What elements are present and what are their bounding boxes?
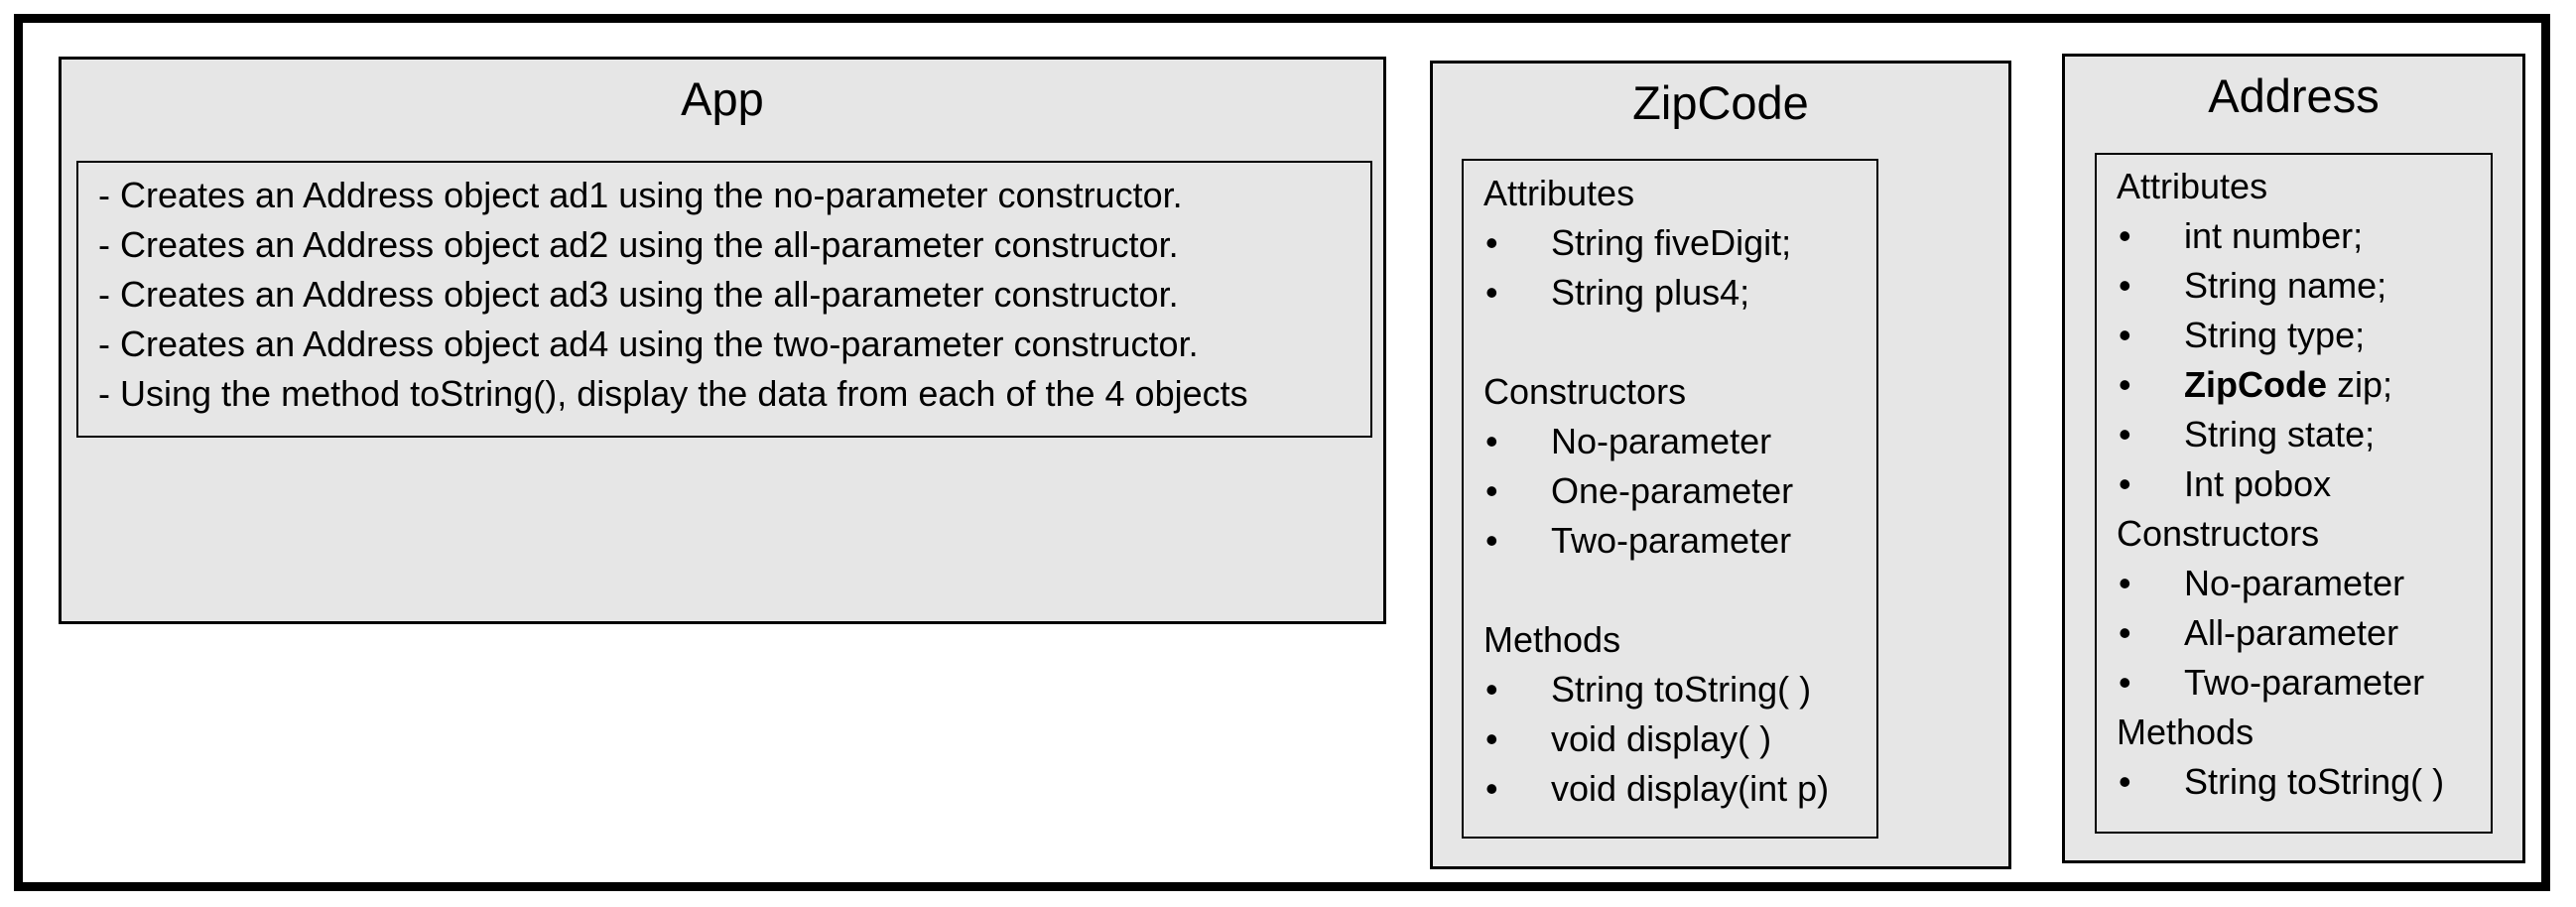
zipcode-constructor-text: No-parameter: [1551, 421, 1772, 461]
address-constructor-text: All-parameter: [2184, 612, 2399, 653]
zipcode-title: ZipCode: [1632, 76, 1809, 129]
bullet-icon: •: [1485, 421, 1498, 461]
address-constructor-text: No-parameter: [2184, 563, 2405, 603]
zip-attr-rest: zip;: [2326, 364, 2393, 405]
zipcode-constructor: [1483, 417, 1876, 466]
app-line: - Creates an Address object ad1 using the no-parameter constructor.: [98, 175, 1183, 215]
bullet-icon: •: [2119, 265, 2131, 306]
bullet-icon: •: [2119, 563, 2131, 603]
zipcode-methods-heading: Methods: [1483, 619, 1621, 660]
address-attribute: [2117, 311, 2491, 360]
bullet-icon: •: [1485, 768, 1498, 809]
address-constructor-text: Two-parameter: [2184, 662, 2425, 703]
address-class-box: [2062, 54, 2525, 863]
zipcode-method-text: void display(int p): [1551, 768, 1830, 809]
spacer: [1483, 318, 1876, 367]
zipcode-attribute-text: String plus4;: [1551, 272, 1750, 313]
zipcode-constructor: [1483, 466, 1876, 516]
app-title: App: [681, 72, 764, 125]
zipcode-constructors-heading: Constructors: [1483, 371, 1687, 412]
address-members-box: [2095, 153, 2493, 834]
address-constructor: [2117, 559, 2491, 608]
bullet-icon: •: [1485, 222, 1498, 263]
address-attribute: [2117, 410, 2491, 459]
bullet-icon: •: [2119, 315, 2131, 355]
zipcode-constructor-text: Two-parameter: [1551, 520, 1792, 561]
app-description-box: [76, 161, 1372, 438]
bullet-icon: •: [2119, 215, 2131, 256]
address-method: [2117, 757, 2491, 807]
address-methods-heading: Methods: [2117, 712, 2254, 752]
bullet-icon: •: [1485, 470, 1498, 511]
zipcode-constructor-text: One-parameter: [1551, 470, 1794, 511]
address-attribute-text: String type;: [2184, 315, 2366, 355]
address-attribute-text: String state;: [2184, 414, 2376, 454]
zipcode-attribute-text: String fiveDigit;: [1551, 222, 1792, 263]
app-class-box: [59, 57, 1386, 624]
zipcode-type-name: ZipCode: [2184, 364, 2327, 405]
zipcode-class-box: [1430, 61, 2011, 869]
app-line: - Creates an Address object ad3 using the all-parameter constructor.: [98, 274, 1179, 315]
zipcode-method: [1483, 764, 1876, 814]
zipcode-attribute: [1483, 218, 1876, 268]
bullet-icon: •: [1485, 718, 1498, 759]
zipcode-attribute: [1483, 268, 1876, 318]
bullet-icon: •: [2119, 364, 2131, 405]
bullet-icon: •: [2119, 662, 2131, 703]
address-attribute-text: String name;: [2184, 265, 2387, 306]
bullet-icon: •: [2119, 414, 2131, 454]
address-attribute: [2117, 261, 2491, 311]
zipcode-method: [1483, 665, 1876, 714]
spacer: [1483, 566, 1876, 615]
bullet-icon: •: [2119, 761, 2131, 802]
address-title: Address: [2208, 69, 2380, 122]
address-method-text: String toString( ): [2184, 761, 2445, 802]
app-line: - Creates an Address object ad2 using the all-parameter constructor.: [98, 224, 1179, 265]
zipcode-method: [1483, 714, 1876, 764]
address-attribute: [2117, 211, 2491, 261]
bullet-icon: •: [1485, 272, 1498, 313]
app-line: - Creates an Address object ad4 using the two-parameter constructor.: [98, 324, 1199, 364]
address-attribute-text: Int pobox: [2184, 463, 2332, 504]
address-constructor: [2117, 658, 2491, 708]
zipcode-attributes-heading: Attributes: [1483, 173, 1635, 213]
zipcode-method-text: String toString( ): [1551, 669, 1812, 710]
address-attributes-heading: Attributes: [2117, 166, 2268, 206]
address-attribute-text: int number;: [2184, 215, 2364, 256]
bullet-icon: •: [1485, 669, 1498, 710]
address-attribute-zip: [2117, 360, 2491, 410]
zipcode-method-text: void display( ): [1551, 718, 1772, 759]
address-constructors-heading: Constructors: [2117, 513, 2320, 554]
bullet-icon: •: [1485, 520, 1498, 561]
bullet-icon: •: [2119, 463, 2131, 504]
app-line: - Using the method toString(), display the data from each of the 4 objects: [98, 373, 1248, 414]
address-attribute: [2117, 459, 2491, 509]
bullet-icon: •: [2119, 612, 2131, 653]
address-constructor: [2117, 608, 2491, 658]
zipcode-members-box: [1462, 159, 1878, 839]
zipcode-constructor: [1483, 516, 1876, 566]
